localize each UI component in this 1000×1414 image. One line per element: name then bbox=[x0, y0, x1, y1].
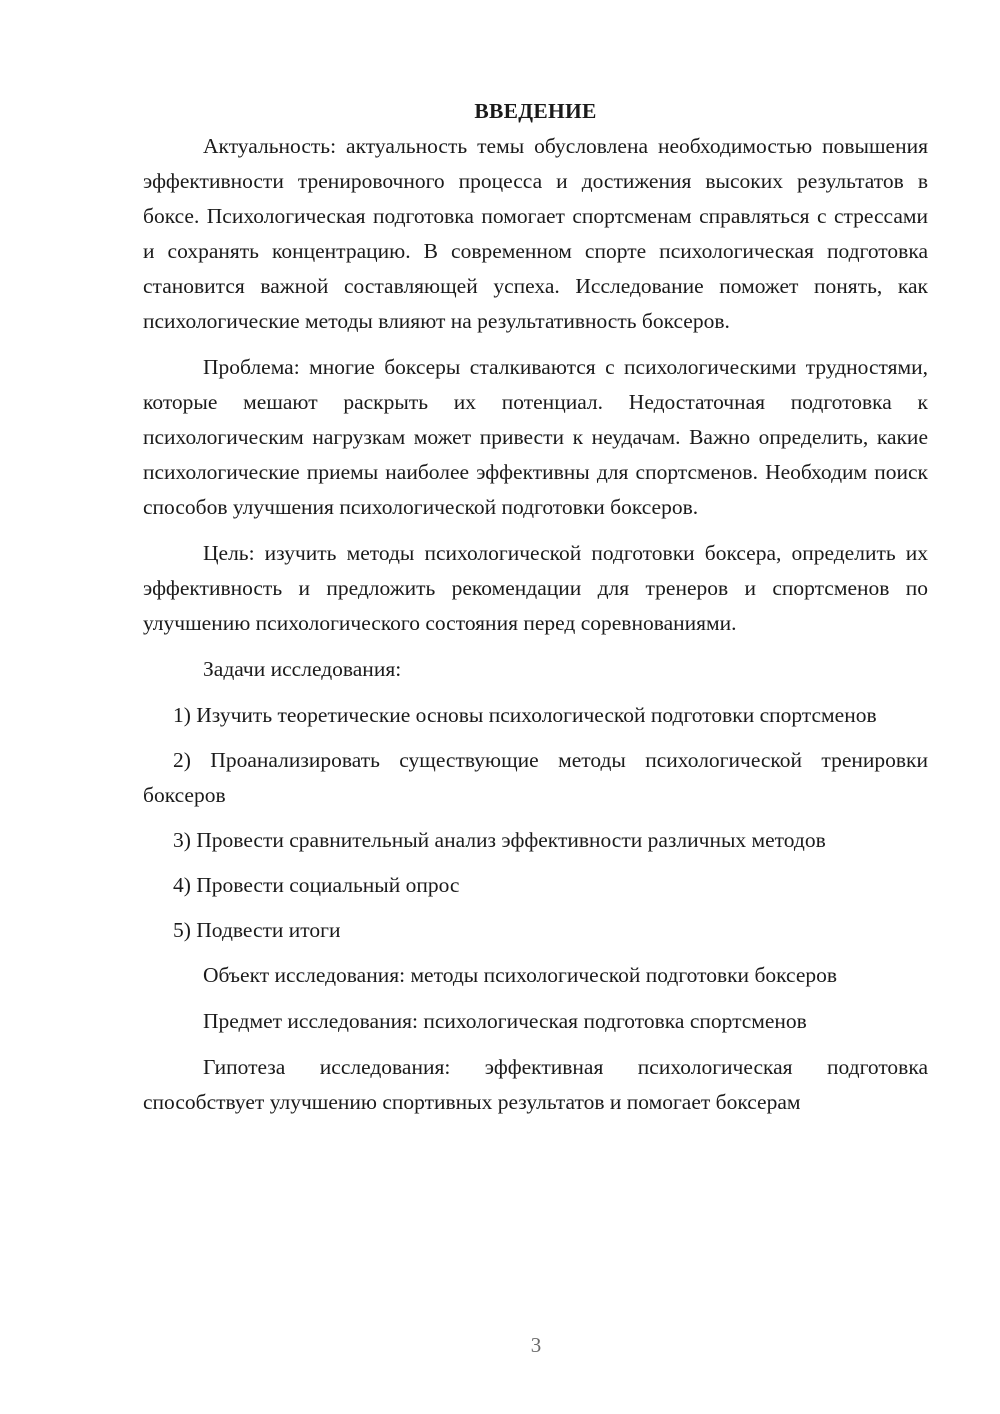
list-item: 3) Провести сравнительный анализ эффективности различных методов bbox=[173, 828, 826, 852]
tasks-list bbox=[143, 698, 928, 948]
list-item: 1) Изучить теоретические основы психологической подготовки спортсменов bbox=[173, 703, 877, 727]
list-item: 5) Подвести итоги bbox=[173, 918, 341, 942]
paragraph-tasks-intro: Задачи исследования: bbox=[203, 657, 402, 681]
page-title: ВВЕДЕНИЕ bbox=[474, 99, 597, 123]
page-content bbox=[143, 96, 928, 1131]
list-item: 4) Провести социальный опрос bbox=[173, 873, 460, 897]
paragraph-goal: Цель: изучить методы психологической подготовки боксера, определить их эффективность и предложить рекомендации для тренеров и спортсменов по улучшению психологического состояния перед соревнованиями. bbox=[143, 541, 928, 635]
list-item: 2) Проанализировать существующие методы психологической тренировки боксеров bbox=[143, 748, 928, 807]
paragraph-subject: Предмет исследования: психологическая подготовка спортсменов bbox=[203, 1009, 807, 1033]
page-number: 3 bbox=[530, 1333, 542, 1357]
paragraph-object: Объект исследования: методы психологической подготовки боксеров bbox=[203, 963, 838, 987]
paragraph-hypothesis: Гипотеза исследования: эффективная психологическая подготовка способствует улучшению спортивных результатов и помогает боксерам bbox=[143, 1055, 928, 1114]
paragraph-problem: Проблема: многие боксеры сталкиваются с психологическими трудностями, которые мешают раскрыть их потенциал. Недостаточная подготовка к психологическим нагрузкам может привести к неудачам. Важно определить, какие психологические приемы наиболее эффективны для спортсменов. Необходим поиск способов улучшения психологической подготовки боксеров. bbox=[143, 355, 928, 519]
paragraph-relevance: Актуальность: актуальность темы обусловлена необходимостью повышения эффективности тренировочного процесса и достижения высоких результатов в боксе. Психологическая подготовка помогает спортсменам справляться с стрессами и сохранять концентрацию. В современном спорте психологическая подготовка становится важной составляющей успеха. Исследование поможет понять, как психологические методы влияют на результативность боксеров. bbox=[143, 134, 928, 333]
